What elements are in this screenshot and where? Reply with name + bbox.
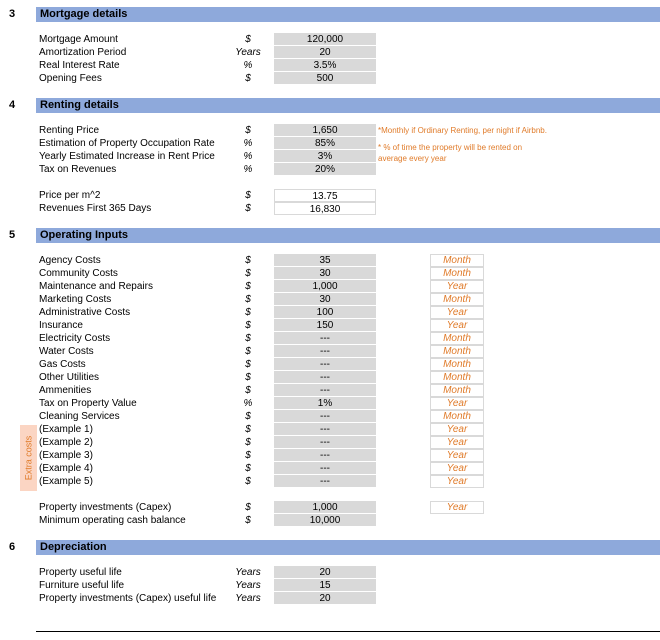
row-unit: % <box>243 164 253 175</box>
section-bar <box>36 540 660 555</box>
table-row <box>0 397 660 410</box>
section-renting-header <box>0 98 660 113</box>
table-row <box>0 72 660 85</box>
row-unit: $ <box>245 333 251 344</box>
section-title: Depreciation <box>40 541 107 553</box>
row-label: Real Interest Rate <box>39 60 120 71</box>
period-select[interactable]: Year <box>430 475 484 488</box>
value-cell[interactable]: 1% <box>274 397 376 410</box>
row-label: Estimation of Property Occupation Rate <box>39 138 215 149</box>
value-cell[interactable]: --- <box>274 384 376 397</box>
row-label: Revenues First 365 Days <box>39 203 152 214</box>
table-row <box>0 358 660 371</box>
section-bar <box>36 228 660 243</box>
period-select[interactable]: Year <box>430 280 484 293</box>
row-label: Minimum operating cash balance <box>39 515 186 526</box>
value-cell[interactable]: 10,000 <box>274 514 376 527</box>
row-label: (Example 2) <box>39 437 93 448</box>
table-row <box>0 449 660 462</box>
row-label: Mortgage Amount <box>39 34 118 45</box>
section-number: 4 <box>0 98 28 113</box>
occupation-note-2: average every year <box>378 154 447 163</box>
value-cell[interactable]: 15 <box>274 579 376 592</box>
value-cell[interactable]: 150 <box>274 319 376 332</box>
row-label: Maintenance and Repairs <box>39 281 153 292</box>
value-cell: 13.75 <box>274 189 376 202</box>
bottom-rule <box>36 631 660 632</box>
value-cell[interactable]: 20% <box>274 163 376 176</box>
row-unit: $ <box>245 268 251 279</box>
row-unit: Years <box>235 567 261 578</box>
table-row <box>0 33 660 46</box>
row-unit: $ <box>245 463 251 474</box>
period-select[interactable]: Month <box>430 384 484 397</box>
table-row <box>0 254 660 267</box>
table-row <box>0 124 660 137</box>
row-unit: $ <box>245 515 251 526</box>
value-cell[interactable]: --- <box>274 332 376 345</box>
row-unit: $ <box>245 125 251 136</box>
row-unit: $ <box>245 450 251 461</box>
row-label: Marketing Costs <box>39 294 112 305</box>
table-row <box>0 345 660 358</box>
table-row <box>0 280 660 293</box>
period-select[interactable]: Year <box>430 449 484 462</box>
row-label: (Example 5) <box>39 476 93 487</box>
row-unit: $ <box>245 307 251 318</box>
row-unit: $ <box>245 411 251 422</box>
table-row <box>0 137 660 150</box>
row-label: Ammenities <box>39 385 92 396</box>
value-cell[interactable]: 1,000 <box>274 280 376 293</box>
value-cell[interactable]: 120,000 <box>274 33 376 46</box>
row-label: Tax on Property Value <box>39 398 137 409</box>
section-operating-header <box>0 228 660 243</box>
value-cell[interactable]: 85% <box>274 137 376 150</box>
row-unit: $ <box>245 294 251 305</box>
table-row <box>0 566 660 579</box>
row-unit: $ <box>245 437 251 448</box>
table-row <box>0 59 660 72</box>
section-number: 6 <box>0 540 28 555</box>
table-row <box>0 332 660 345</box>
table-row <box>0 436 660 449</box>
value-cell[interactable]: 1,000 <box>274 501 376 514</box>
value-cell[interactable]: 3.5% <box>274 59 376 72</box>
row-label: Administrative Costs <box>39 307 131 318</box>
section-number: 5 <box>0 228 28 243</box>
section-number: 3 <box>0 7 28 22</box>
period-select[interactable]: Month <box>430 254 484 267</box>
table-row <box>0 163 660 176</box>
renting-price-note: *Monthly if Ordinary Renting, per night if Airbnb. <box>378 126 547 135</box>
section-title: Renting details <box>40 99 119 111</box>
row-label: Other Utilities <box>39 372 100 383</box>
row-unit: $ <box>245 359 251 370</box>
row-label: Price per m^2 <box>39 190 101 201</box>
row-label: Furniture useful life <box>39 580 125 591</box>
table-row <box>0 410 660 423</box>
period-select[interactable]: Month <box>430 345 484 358</box>
value-cell[interactable]: 20 <box>274 566 376 579</box>
row-label: Tax on Revenues <box>39 164 117 175</box>
table-row <box>0 384 660 397</box>
row-label: Renting Price <box>39 125 100 136</box>
occupation-note-1: * % of time the property will be rented on <box>378 143 523 152</box>
row-label: Gas Costs <box>39 359 86 370</box>
value-cell[interactable]: 100 <box>274 306 376 319</box>
table-row <box>0 462 660 475</box>
table-row <box>0 267 660 280</box>
row-label: Opening Fees <box>39 73 102 84</box>
period-select[interactable]: Year <box>430 436 484 449</box>
period-select[interactable]: Month <box>430 332 484 345</box>
value-cell[interactable]: 35 <box>274 254 376 267</box>
row-label: Yearly Estimated Increase in Rent Price <box>39 151 215 162</box>
value-cell[interactable]: --- <box>274 436 376 449</box>
table-row <box>0 293 660 306</box>
section-title: Mortgage details <box>40 8 128 20</box>
row-label: Community Costs <box>39 268 118 279</box>
period-select[interactable]: Year <box>430 306 484 319</box>
value-cell[interactable]: 1,650 <box>274 124 376 137</box>
value-cell[interactable]: 20 <box>274 46 376 59</box>
row-label: Property investments (Capex) <box>39 502 172 513</box>
table-row <box>0 202 660 215</box>
row-unit: $ <box>245 320 251 331</box>
row-label: Amortization Period <box>39 47 127 58</box>
period-select[interactable]: Year <box>430 501 484 514</box>
row-label: Cleaning Services <box>39 411 120 422</box>
period-select[interactable]: Year <box>430 462 484 475</box>
value-cell[interactable]: --- <box>274 462 376 475</box>
section-bar <box>36 98 660 113</box>
row-label: (Example 3) <box>39 450 93 461</box>
value-cell[interactable]: 20 <box>274 592 376 605</box>
period-select[interactable]: Month <box>430 293 484 306</box>
row-label: (Example 1) <box>39 424 93 435</box>
row-unit: Years <box>235 47 261 58</box>
row-unit: % <box>243 151 253 162</box>
value-cell[interactable]: 30 <box>274 293 376 306</box>
row-unit: $ <box>245 385 251 396</box>
value-cell[interactable]: --- <box>274 475 376 488</box>
value-cell[interactable]: --- <box>274 423 376 436</box>
row-unit: % <box>243 398 253 409</box>
section-depreciation-header <box>0 540 660 555</box>
period-select[interactable]: Year <box>430 319 484 332</box>
table-row <box>0 423 660 436</box>
section-bar <box>36 7 660 22</box>
row-label: Property useful life <box>39 567 122 578</box>
extra-costs-label: Extra costs <box>23 435 34 481</box>
row-unit: $ <box>245 476 251 487</box>
row-unit: $ <box>245 372 251 383</box>
period-select[interactable]: Month <box>430 410 484 423</box>
row-label: Water Costs <box>39 346 94 357</box>
table-row <box>0 189 660 202</box>
value-cell: 16,830 <box>274 202 376 215</box>
table-row <box>0 475 660 488</box>
row-unit: $ <box>245 502 251 513</box>
row-unit: $ <box>245 190 251 201</box>
row-unit: % <box>243 60 253 71</box>
period-select[interactable]: Month <box>430 358 484 371</box>
section-title: Operating Inputs <box>40 229 128 241</box>
row-label: (Example 4) <box>39 463 93 474</box>
table-row <box>0 319 660 332</box>
value-cell[interactable]: 500 <box>274 72 376 85</box>
row-unit: $ <box>245 424 251 435</box>
row-unit: $ <box>245 281 251 292</box>
value-cell[interactable]: --- <box>274 358 376 371</box>
value-cell[interactable]: 30 <box>274 267 376 280</box>
row-unit: $ <box>245 73 251 84</box>
section-mortgage-header <box>0 7 660 22</box>
row-unit: $ <box>245 203 251 214</box>
value-cell[interactable]: --- <box>274 371 376 384</box>
table-row <box>0 501 660 514</box>
row-label: Property investments (Capex) useful life <box>39 593 217 604</box>
table-row <box>0 579 660 592</box>
row-label: Insurance <box>39 320 83 331</box>
row-unit: Years <box>235 593 261 604</box>
table-row <box>0 150 660 163</box>
value-cell[interactable]: 3% <box>274 150 376 163</box>
row-unit: $ <box>245 34 251 45</box>
table-row <box>0 592 660 605</box>
row-unit: $ <box>245 346 251 357</box>
row-label: Electricity Costs <box>39 333 111 344</box>
period-select[interactable]: Year <box>430 397 484 410</box>
row-label: Agency Costs <box>39 255 101 266</box>
value-cell[interactable]: --- <box>274 345 376 358</box>
row-unit: $ <box>245 255 251 266</box>
table-row <box>0 514 660 527</box>
value-cell[interactable]: --- <box>274 410 376 423</box>
period-select[interactable]: Year <box>430 423 484 436</box>
table-row <box>0 306 660 319</box>
value-cell[interactable]: --- <box>274 449 376 462</box>
table-row <box>0 46 660 59</box>
table-row <box>0 371 660 384</box>
period-select[interactable]: Month <box>430 267 484 280</box>
row-unit: % <box>243 138 253 149</box>
period-select[interactable]: Month <box>430 371 484 384</box>
row-unit: Years <box>235 580 261 591</box>
